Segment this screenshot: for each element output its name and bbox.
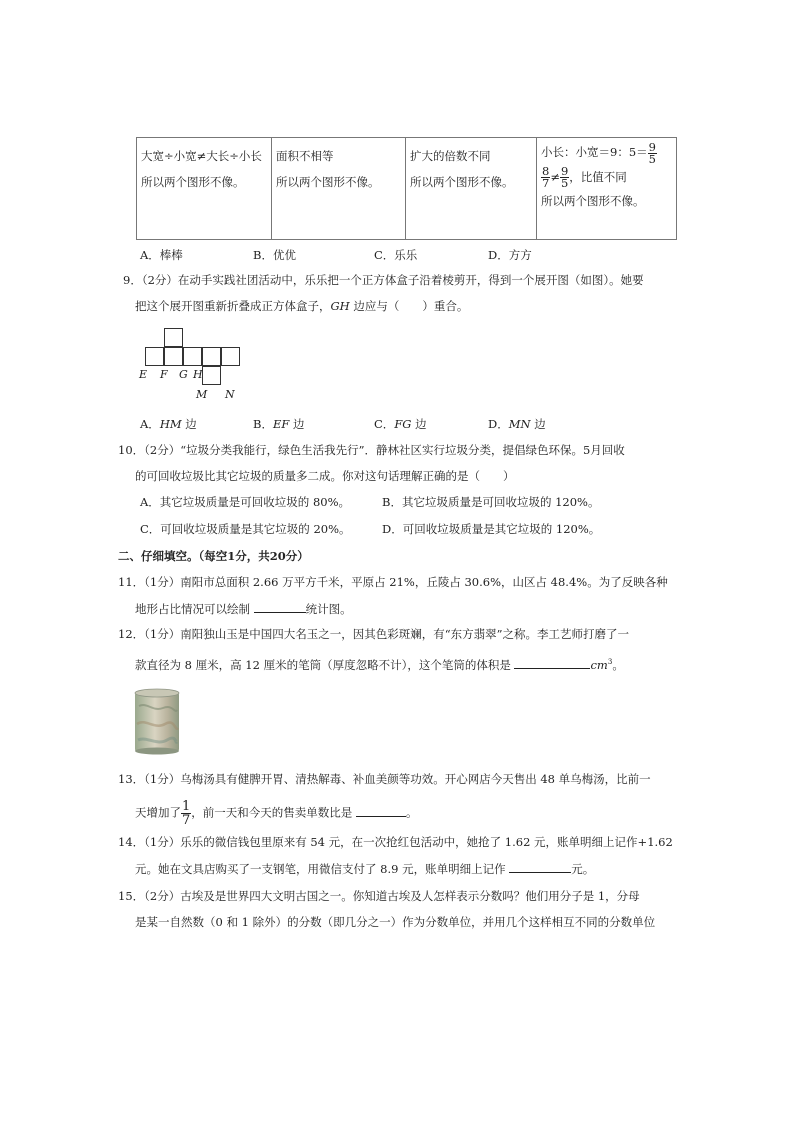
frac-den: 5 xyxy=(648,151,656,166)
cell-line: 扩大的倍数不同 xyxy=(410,149,491,163)
q13-line2 xyxy=(135,800,417,827)
q10-option-d[interactable]: D．可回收垃圾质量是其它垃圾的 120%。 xyxy=(382,522,601,536)
label-h: H xyxy=(193,368,203,381)
q13-text: 。 xyxy=(405,805,418,820)
opt-prefix: B． xyxy=(253,417,273,431)
q10-line1: 10．（2分）“垃圾分类我能行，绿色生活我先行”．静林社区实行垃圾分类，提倡绿色环保。5月回收 xyxy=(118,443,625,457)
cube-net-figure xyxy=(139,328,240,403)
q10-line2: 的可回收垃圾比其它垃圾的质量多二成。你对这句话理解正确的是（ ） xyxy=(135,469,515,483)
opt-suffix: 边 xyxy=(411,417,427,431)
q15-line2: 是某一自然数（0 和 1 除外）的分数（即几分之一）作为分数单位，并用几个这样相互不同的分数单位 xyxy=(135,915,656,929)
fraction-8-7 xyxy=(541,166,550,189)
q12-unit: cm xyxy=(590,658,608,672)
cell-line: 所以两个图形不像。 xyxy=(541,194,645,208)
ratio-note: ，比值不同 xyxy=(569,169,627,184)
q13-line1: 13．（1分）乌梅汤具有健脾开胃、清热解毒、补血美颜等功效。开心网店今天售出 48 单乌梅汤，比前一 xyxy=(118,772,651,786)
opt-suffix: 边 xyxy=(289,417,305,431)
q8-option-d[interactable]: D．方方 xyxy=(488,248,532,262)
cell-line: 所以两个图形不像。 xyxy=(141,175,245,189)
q14-line2 xyxy=(135,860,594,877)
opt-edge: FG xyxy=(394,417,412,431)
q12-answer-blank[interactable] xyxy=(514,656,590,669)
net-square xyxy=(164,328,183,347)
q13-answer-blank[interactable] xyxy=(356,804,406,817)
label-e: E xyxy=(139,368,148,381)
net-square xyxy=(202,366,221,385)
frac-den: 7 xyxy=(542,176,550,190)
opt-prefix: D． xyxy=(488,417,509,431)
q13-text: ，前一天和今天的售卖单数比是 xyxy=(191,805,356,820)
ratio-text: 小长：小宽＝9：5＝ xyxy=(541,145,648,159)
section-heading: 二、仔细填空。（每空1分，共20分） xyxy=(118,549,309,563)
q9-edge: GH xyxy=(330,299,350,313)
frac-den: 7 xyxy=(182,813,191,828)
jade-pen-holder-image xyxy=(133,688,181,756)
q9-option-b[interactable] xyxy=(253,416,304,432)
q10-option-c[interactable]: C．可回收垃圾质量是其它垃圾的 20%。 xyxy=(140,522,351,536)
frac-num: 8 xyxy=(542,164,550,178)
label-n: N xyxy=(225,388,235,401)
q9-text: 把这个展开图重新折叠成正方体盒子， xyxy=(135,299,331,313)
q11-line1: 11．（1分）南阳市总面积 2.66 万平方千米，平原占 21%，丘陵占 30.6%，山区占 48.4%。为了反映各种 xyxy=(118,575,668,589)
q9-line2 xyxy=(135,298,468,314)
label-m: M xyxy=(196,388,208,401)
neq-sign: ≠ xyxy=(550,169,560,184)
q12-line1: 12．（1分）南阳独山玉是中国四大名玉之一，因其色彩斑斓，有“东方翡翠”之称。李工艺师打磨了一 xyxy=(118,627,629,641)
q12-line2 xyxy=(135,656,624,673)
opt-suffix: 边 xyxy=(181,417,197,431)
q9-option-d[interactable] xyxy=(488,416,546,432)
fraction-1-7 xyxy=(181,800,191,827)
q13-text: 天增加了 xyxy=(135,805,181,820)
q9-option-c[interactable] xyxy=(374,416,427,432)
table-cell-fangfang xyxy=(537,138,677,240)
fraction-9-5 xyxy=(648,139,657,166)
label-g: G xyxy=(179,368,188,381)
answer-table xyxy=(136,137,677,240)
opt-suffix: 边 xyxy=(530,417,546,431)
table-row xyxy=(137,138,677,240)
q11-text: 统计图。 xyxy=(305,602,352,616)
opt-edge: HM xyxy=(159,417,182,431)
opt-prefix: C． xyxy=(374,417,395,431)
cell-line: 所以两个图形不像。 xyxy=(276,175,380,189)
net-square xyxy=(145,347,164,366)
q9-text: 边应与（ ）重合。 xyxy=(349,299,469,313)
q8-option-c[interactable]: C．乐乐 xyxy=(374,248,418,262)
frac-num: 9 xyxy=(560,164,569,178)
q9-line1: 9．（2分）在动手实践社团活动中，乐乐把一个正方体盒子沿着棱剪开，得到一个展开图（如图）。她要 xyxy=(123,273,644,287)
frac-den: 5 xyxy=(560,176,569,190)
label-f: F xyxy=(160,368,168,381)
cell-line xyxy=(541,165,672,190)
q14-answer-blank[interactable] xyxy=(509,860,571,873)
net-square xyxy=(221,347,240,366)
q14-line1: 14．（1分）乐乐的微信钱包里原来有 54 元，在一次抢红包活动中，她抢了 1.62 元，账单明细上记作+1.62 xyxy=(118,835,673,849)
q15-line1: 15．（2分）古埃及是世界四大文明古国之一。你知道古埃及人怎样表示分数吗？他们用分子是 1，分母 xyxy=(118,889,640,903)
table-cell-bangbang xyxy=(137,138,272,240)
q14-text: 元。 xyxy=(571,862,595,876)
q9-option-a[interactable] xyxy=(140,416,197,432)
q11-text: 地形占比情况可以绘制 xyxy=(135,602,254,616)
fraction-9-5 xyxy=(560,166,569,189)
q12-text: 。 xyxy=(612,658,624,672)
q11-answer-blank[interactable] xyxy=(254,600,306,613)
cell-line xyxy=(541,140,672,165)
q12-text: 款直径为 8 厘米，高 12 厘米的笔筒（厚度忽略不计），这个笔筒的体积是 xyxy=(135,658,515,672)
q14-text: 元。她在文具店购买了一支钢笔，用微信支付了 8.9 元，账单明细上记作 xyxy=(135,862,510,876)
net-square xyxy=(202,347,221,366)
cell-line: 面积不相等 xyxy=(276,149,334,163)
q10-option-a[interactable]: A．其它垃圾质量是可回收垃圾的 80%。 xyxy=(140,495,351,509)
net-square xyxy=(164,347,183,366)
opt-prefix: A． xyxy=(140,417,160,431)
frac-num: 9 xyxy=(648,139,656,154)
table-cell-lele xyxy=(406,138,537,240)
q8-option-b[interactable]: B．优优 xyxy=(253,248,296,262)
opt-edge: EF xyxy=(272,417,290,431)
table-cell-youyou xyxy=(272,138,406,240)
cell-line: 大宽÷小宽≠大长÷小长 xyxy=(141,149,262,163)
q11-line2 xyxy=(135,600,352,617)
cell-line: 所以两个图形不像。 xyxy=(410,175,514,189)
frac-num: 1 xyxy=(182,799,191,814)
net-square xyxy=(183,347,202,366)
q10-option-b[interactable]: B．其它垃圾质量是可回收垃圾的 120%。 xyxy=(382,495,600,509)
q12-unit-exp: 3 xyxy=(607,658,613,667)
q8-option-a[interactable]: A．棒棒 xyxy=(140,248,183,262)
opt-edge: MN xyxy=(508,417,531,431)
